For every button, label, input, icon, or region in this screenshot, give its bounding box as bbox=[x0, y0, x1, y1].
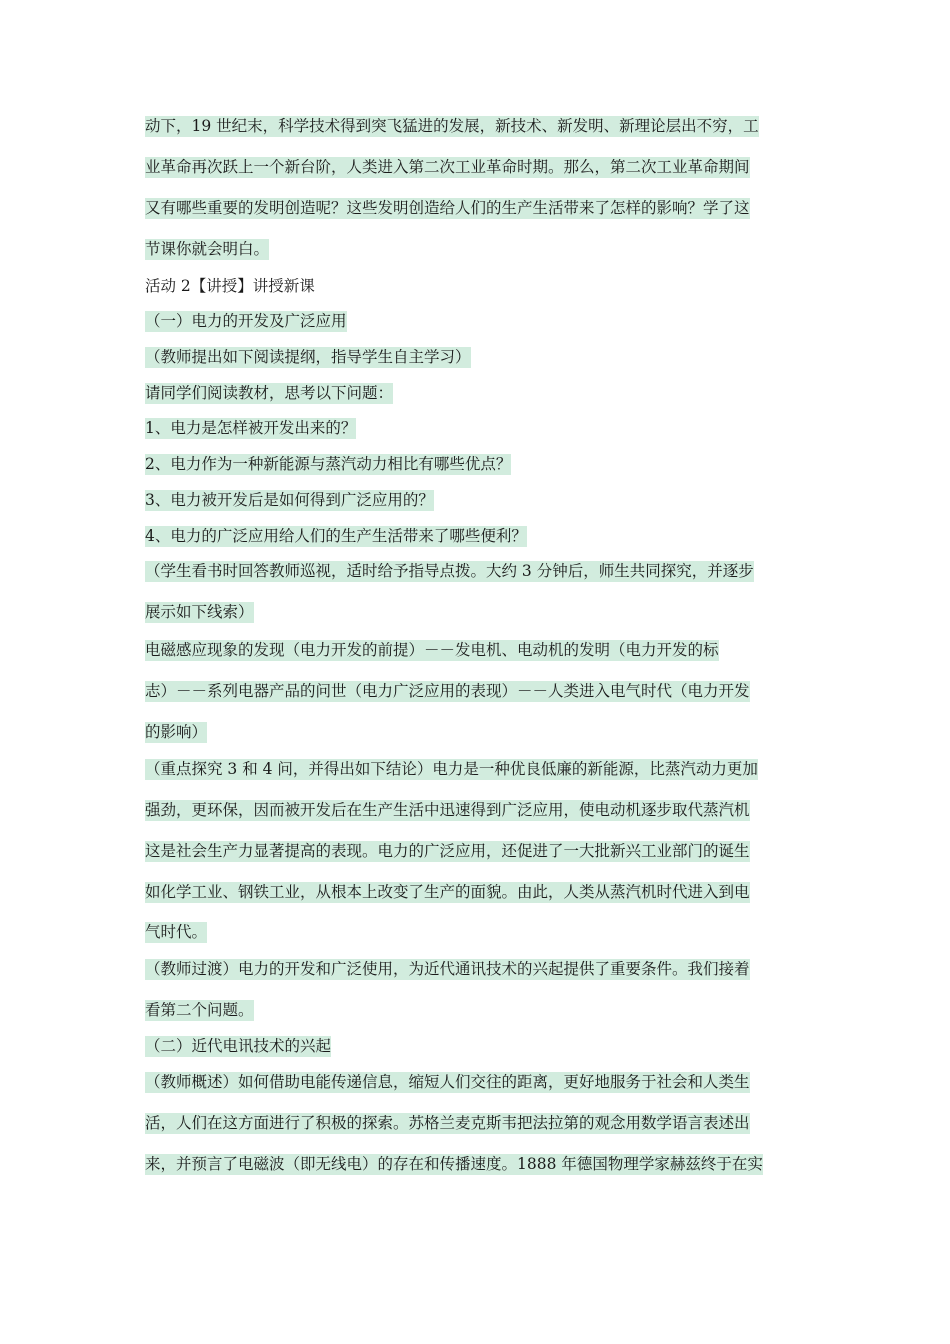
text-line-content: 活，人们在这方面进行了积极的探索。苏格兰麦克斯韦把法拉第的观念用数学语言表述出 bbox=[145, 1114, 750, 1132]
text-line bbox=[145, 758, 758, 780]
text-line bbox=[145, 238, 269, 260]
text-line bbox=[145, 958, 750, 980]
text-line-content: 的影响） bbox=[145, 723, 208, 741]
text-line bbox=[145, 417, 356, 439]
text-line-content: （学生看书时回答教师巡视，适时给予指导点拨。大约 3 分钟后，师生共同探究，并逐步 bbox=[145, 562, 754, 580]
text-line-content: 气时代。 bbox=[145, 923, 208, 941]
text-line-content: （教师过渡）电力的开发和广泛使用，为近代通讯技术的兴起提供了重要条件。我们接着 bbox=[145, 960, 750, 978]
text-line bbox=[145, 799, 750, 821]
text-line-content: 这是社会生产力显著提高的表现。电力的广泛应用，还促进了一大批新兴工业部门的诞生 bbox=[145, 842, 750, 860]
text-line bbox=[145, 1153, 763, 1175]
text-line bbox=[145, 721, 207, 743]
text-line bbox=[145, 156, 750, 178]
text-line bbox=[145, 310, 347, 332]
text-line-content: （一）电力的开发及广泛应用 bbox=[145, 312, 347, 330]
text-line-content: 节课你就会明白。 bbox=[145, 240, 270, 258]
text-line-content: 看第二个问题。 bbox=[145, 1001, 254, 1019]
text-line-content: 来，并预言了电磁波（即无线电）的存在和传播速度。1888 年德国物理学家赫兹终于在实 bbox=[145, 1155, 763, 1173]
text-line bbox=[145, 999, 254, 1021]
text-line bbox=[145, 601, 254, 623]
text-line bbox=[145, 680, 750, 702]
text-line-content: 请同学们阅读教材，思考以下问题： bbox=[145, 384, 394, 402]
text-line bbox=[145, 639, 719, 661]
text-line bbox=[145, 197, 750, 219]
text-line bbox=[145, 1071, 750, 1093]
text-line-content: 志）－－系列电器产品的问世（电力广泛应用的表现）－－人类进入电气时代（电力开发 bbox=[145, 682, 750, 700]
text-line bbox=[145, 346, 471, 368]
text-line bbox=[145, 1112, 750, 1134]
text-line-content: （教师概述）如何借助电能传递信息，缩短人们交往的距离，更好地服务于社会和人类生 bbox=[145, 1073, 750, 1091]
text-line bbox=[145, 525, 527, 547]
text-line bbox=[145, 453, 511, 475]
text-line-content: 1、电力是怎样被开发出来的？ bbox=[145, 419, 357, 437]
text-line bbox=[145, 921, 207, 943]
text-line-content: 4、电力的广泛应用给人们的生产生活带来了哪些便利？ bbox=[145, 527, 527, 545]
text-line-content: 2、电力作为一种新能源与蒸汽动力相比有哪些优点？ bbox=[145, 455, 512, 473]
text-line bbox=[145, 840, 750, 862]
text-line-content: （二）近代电讯技术的兴起 bbox=[145, 1037, 332, 1055]
text-line-content: 业革命再次跃上一个新台阶，人类进入第二次工业革命时期。那么，第二次工业革命期间 bbox=[145, 158, 750, 176]
text-line-content: 如化学工业、钢铁工业，从根本上改变了生产的面貌。由此，人类从蒸汽机时代进入到电 bbox=[145, 883, 750, 901]
text-line bbox=[145, 382, 393, 404]
text-line-content: 活动 2【讲授】讲授新课 bbox=[145, 277, 315, 295]
text-line bbox=[145, 115, 759, 137]
text-line-content: 3、电力被开发后是如何得到广泛应用的？ bbox=[145, 491, 434, 509]
text-line-content: 电磁感应现象的发现（电力开发的前提）－－发电机、电动机的发明（电力开发的标 bbox=[145, 641, 719, 659]
text-line bbox=[145, 881, 750, 903]
text-line-content: 展示如下线索） bbox=[145, 603, 254, 621]
text-line-content: （重点探究 3 和 4 问，并得出如下结论）电力是一种优良低廉的新能源，比蒸汽动力更加 bbox=[145, 760, 758, 778]
text-line bbox=[145, 489, 434, 511]
text-line-content: 又有哪些重要的发明创造呢？这些发明创造给人们的生产生活带来了怎样的影响？学了这 bbox=[145, 199, 750, 217]
text-line-content: 动下，19 世纪末，科学技术得到突飞猛进的发展，新技术、新发明、新理论层出不穷，工 bbox=[145, 117, 759, 135]
text-line-content: 强劲，更环保，因而被开发后在生产生活中迅速得到广泛应用，使电动机逐步取代蒸汽机 bbox=[145, 801, 750, 819]
text-line bbox=[145, 275, 315, 297]
text-line bbox=[145, 560, 754, 582]
text-line-content: （教师提出如下阅读提纲，指导学生自主学习） bbox=[145, 348, 471, 366]
text-line bbox=[145, 1035, 331, 1057]
